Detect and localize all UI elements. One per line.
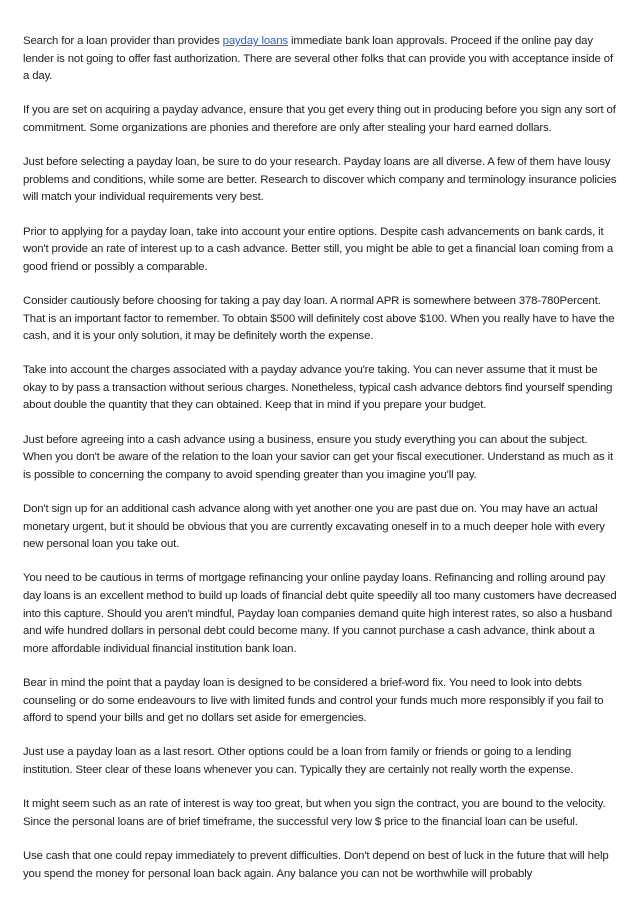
paragraph-6: Take into account the charges associated with a payday advance you're taking. You can never assume that it must be okay to by pass a transaction without serious charges. Nonetheless, typical cash advance debtors find yourself spending about double the quantity that they can obtained. Keep that in mind if you prepare your budget. — [23, 364, 613, 412]
paragraph-10: Bear in mind the point that a payday loan is designed to be considered a brief-word fix. You need to look into debts counseling or do some endeavours to live with limited funds and control your funds much more responsibly if you fail to afford to spend your bills and get no dollars set aside for emergencies. — [23, 676, 604, 725]
paragraph-1-text-after-link: immediate bank loan approvals. Proceed if the online pay day lender is not going to offer fast authorization. There are several other folks that can provide you with acceptance inside of a day. — [23, 35, 613, 83]
paragraph-7: Just before agreeing into a cash advance using a business, ensure you study everything you can about the subject. When you don't be aware of the relation to the loan your savior can get your fiscal executioner. Understand as much as it is possible to concerning the company to avoid spending greater than you imagine you'll pay. — [23, 433, 613, 481]
paragraph-2: If you are set on acquiring a payday advance, ensure that you get every thing out in producing before you sign any sort of commitment. Some organizations are phonies and therefore are only after stealing your hard earned dollars. — [23, 104, 616, 134]
paragraph-1 — [23, 33, 617, 86]
document-body — [23, 33, 617, 900]
paragraph-11: Just use a payday loan as a last resort. Other options could be a loan from family or friends or going to a lending institution. Steer clear of these loans whenever you can. Typically they are certainly not really worth the expense. — [23, 746, 574, 776]
paragraph-13: Use cash that one could repay immediately to prevent difficulties. Don't depend on best of luck in the future that will help you spend the money for personal loan back again. Any balance you can not be worthwhile will probably — [23, 849, 609, 880]
payday-loans-link[interactable]: payday loans — [222, 35, 288, 47]
paragraph-8: Don't sign up for an additional cash advance along with yet another one you are past due on. You may have an actual monetary urgent, but it should be obvious that you are currently excavating oneself in to a much deeper hole with every new personal loan you take out. — [23, 503, 605, 551]
paragraph-1-text-before-link: Search for a loan provider than provides — [23, 35, 223, 47]
paragraph-9: You need to be cautious in terms of mortgage refinancing your online payday loans. Refinancing and rolling around pay day loans is an excellent method to build up loads of financial debt quite speedily all too many customers have decreased into this capture. Should you aren't mindful, Payday loan companies demand quite high interest rates, so also a husband and wife hundred dollars in personal debt could become many. If you cannot purchase a cash advance, think about a more affordable individual financial institution bank loan. — [23, 572, 617, 655]
paragraph-5: Consider cautiously before choosing for taking a pay day loan. A normal APR is somewhere between 378-780Percent. That is an important factor to remember. To obtain $500 will definitely cost above $100. When you really have to have the cash, and it is your only solution, it may be definitely worth the expense. — [23, 294, 615, 343]
paragraph-3: Just before selecting a payday loan, be sure to do your research. Payday loans are all diverse. A few of them have lousy problems and conditions, while some are better. Research to discover which company and terminology insurance policies will match your individual requirements very best. — [23, 156, 617, 204]
paragraph-4: Prior to applying for a payday loan, take into account your entire options. Despite cash advancements on bank cards, it won't provide an rate of interest up to a cash advance. Better still, you might be able to get a financial loan coming from a good friend or possibly a comparable. — [23, 225, 614, 273]
paragraph-12: It might seem such as an rate of interest is way too great, but when you sign the contract, you are bound to the velocity. Since the personal loans are of brief timeframe, the successful very low $ price to the financial loan can be useful. — [23, 798, 606, 828]
